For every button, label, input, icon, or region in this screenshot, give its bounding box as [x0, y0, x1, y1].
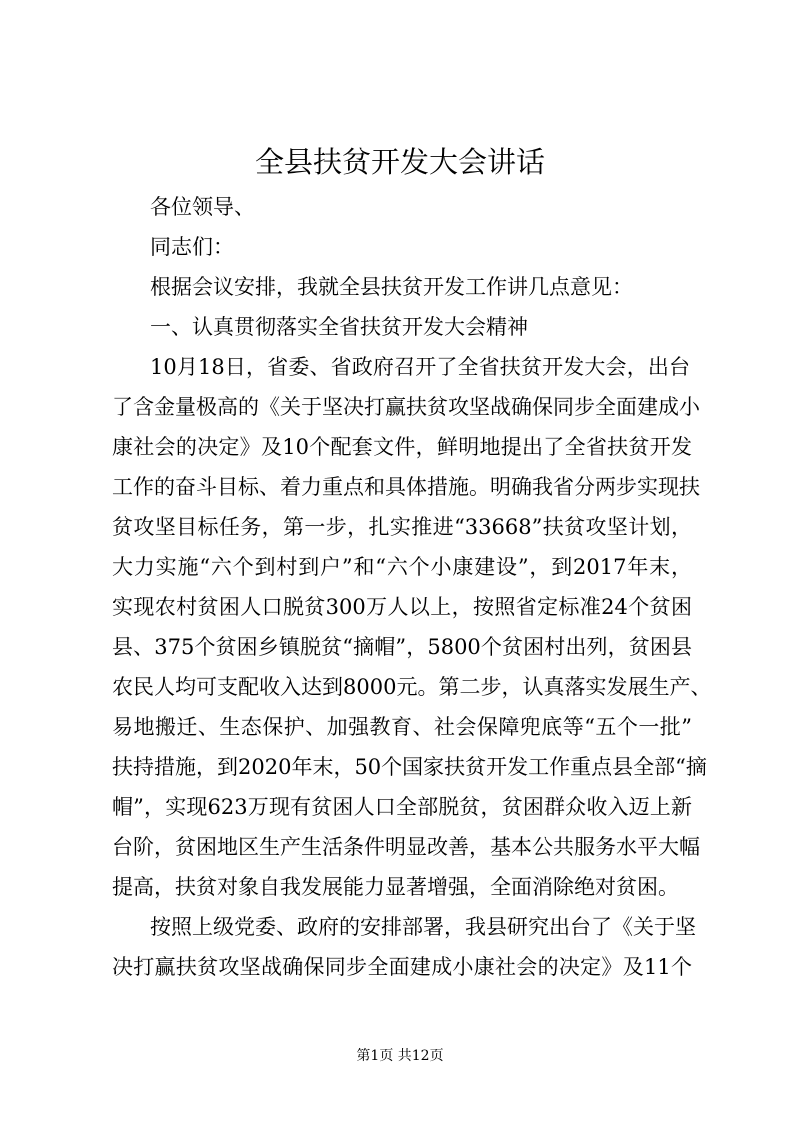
body-line: 县、375个贫困乡镇脱贫“摘帽”，5800个贫困村出列，贫困县 — [112, 635, 692, 659]
section-heading: 一、认真贯彻落实全省扶贫开发大会精神 — [150, 315, 528, 339]
body-line: 了含金量极高的《关于坚决打赢扶贫攻坚战确保同步全面建成小 — [112, 395, 700, 419]
body-line: 帽”，实现623万现有贫困人口全部脱贫，贫困群众收入迈上新 — [112, 795, 692, 819]
document-title: 全县扶贫开发大会讲话 — [254, 145, 545, 179]
salutation-line-2: 同志们： — [150, 235, 234, 259]
body-line: 大力实施“六个到村到户”和“六个小康建设”，到2017年末， — [112, 555, 692, 579]
body-line: 实现农村贫困人口脱贫300万人以上，按照省定标准24个贫困 — [112, 595, 692, 619]
body-line: 10月18日，省委、省政府召开了全省扶贫开发大会，出台 — [150, 355, 690, 379]
body-line: 扶持措施，到2020年末，50个国家扶贫开发工作重点县全部“摘 — [112, 755, 707, 779]
body-line: 决打赢扶贫攻坚战确保同步全面建成小康社会的决定》及11个 — [112, 955, 692, 979]
body-line: 农民人均可支配收入达到8000元。第二步，认真落实发展生产、 — [112, 675, 712, 699]
body-line: 工作的奋斗目标、着力重点和具体措施。明确我省分两步实现扶 — [112, 475, 700, 499]
body-line: 康社会的决定》及10个配套文件，鲜明地提出了全省扶贫开发 — [112, 435, 692, 459]
salutation-line-1: 各位领导、 — [150, 195, 255, 219]
body-line: 贫攻坚目标任务，第一步，扎实推进“33668”扶贫攻坚计划， — [112, 515, 692, 539]
page-number: 第1页 共12页 — [356, 1048, 444, 1064]
body-line: 提高，扶贫对象自我发展能力显著增强，全面消除绝对贫困。 — [112, 875, 679, 899]
body-line: 按照上级党委、政府的安排部署，我县研究出台了《关于坚 — [150, 915, 696, 939]
body-line: 易地搬迁、生态保护、加强教育、社会保障兜底等“五个一批” — [112, 715, 692, 739]
body-line: 台阶，贫困地区生产生活条件明显改善，基本公共服务水平大幅 — [112, 835, 700, 859]
body-line: 根据会议安排，我就全县扶贫开发工作讲几点意见： — [150, 275, 633, 299]
